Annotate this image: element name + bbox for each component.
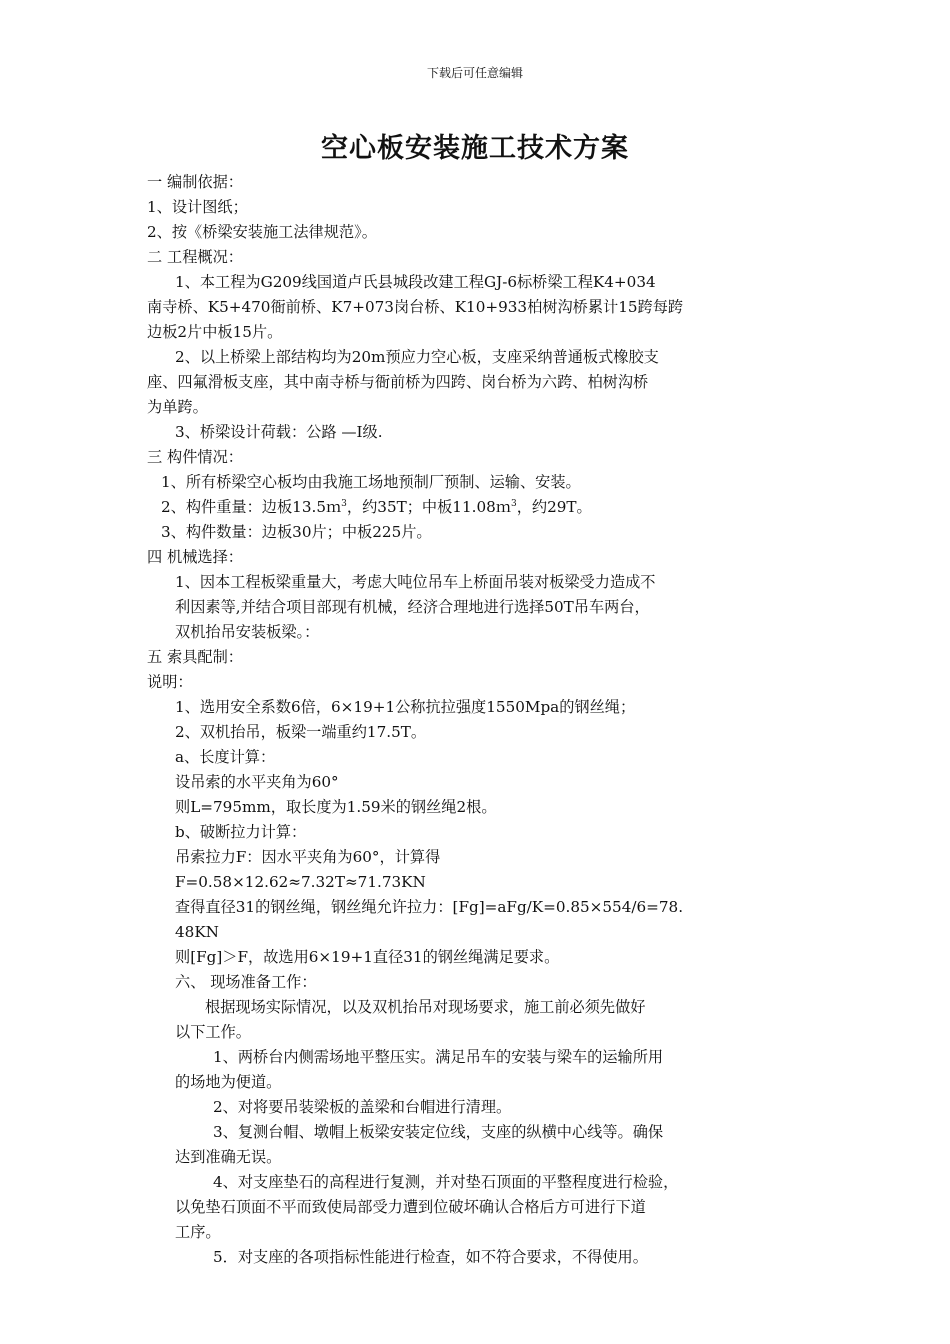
paragraph-line: 1、两桥台内侧需场地平整压实。满足吊车的安装与梁车的运输所用 — [213, 1048, 664, 1066]
paragraph-line: 设吊索的水平夹角为60° — [175, 773, 339, 791]
section-heading: 二 工程概况： — [147, 248, 243, 266]
paragraph-line: 2、以上桥梁上部结构均为20m预应力空心板，支座采纳普通板式橡胶支 — [175, 348, 659, 366]
paragraph-line: 达到准确无误。 — [175, 1148, 282, 1166]
paragraph-line: 5．对支座的各项指标性能进行检查，如不符合要求，不得使用。 — [213, 1248, 648, 1266]
section-heading: 三 构件情况： — [147, 448, 243, 466]
text-run: 2、构件重量：边板13.5ｍ — [161, 498, 342, 516]
paragraph-line: 2、按《桥梁安装施工法律规范》。 — [147, 223, 377, 241]
paragraph-line: b、破断拉力计算： — [175, 823, 307, 841]
section-heading: 六、 现场准备工作： — [175, 973, 317, 991]
paragraph-line: 利因素等,并结合项目部现有机械，经济合理地进行选择50T吊车两台， — [175, 598, 650, 616]
paragraph-line: 2、对将要吊装梁板的盖梁和台帽进行清理。 — [213, 1098, 512, 1116]
paragraph-line: 4、对支座垫石的高程进行复测，并对垫石顶面的平整程度进行检验， — [213, 1173, 679, 1191]
paragraph-line: 则L=795mm，取长度为1.59米的钢丝绳2根。 — [175, 798, 497, 816]
paragraph-line: 吊索拉力F：因水平夹角为60°，计算得 — [175, 848, 441, 866]
paragraph-line: 48KN — [175, 923, 219, 941]
paragraph-line: 双机抬吊安装板梁。： — [175, 623, 320, 641]
superscript: 3 — [341, 499, 347, 509]
paragraph-line: F=0.58×12.62≈7.32T≈71.73KN — [175, 873, 426, 891]
section-heading: 四 机械选择： — [147, 548, 243, 566]
paragraph-line: 边板2片中板15片。 — [147, 323, 283, 341]
paragraph-line: 以下工作。 — [175, 1023, 251, 1041]
paragraph-line: 3、复测台帽、墩帽上板梁安装定位线，支座的纵横中心线等。确保 — [213, 1123, 664, 1141]
page-header-note: 下载后可任意编辑 — [426, 66, 523, 80]
paragraph-line: 3、桥梁设计荷载：公路 —I级. — [175, 423, 383, 441]
document-body — [147, 170, 787, 1270]
section-heading: 一 编制依据： — [147, 173, 243, 191]
paragraph-line: 工序。 — [175, 1223, 221, 1241]
paragraph-line: 2、双机抬吊，板梁一端重约17.5T。 — [175, 723, 427, 741]
paragraph-line: 1、设计图纸； — [147, 198, 248, 216]
paragraph-line: 查得直径31的钢丝绳，钢丝绳允许拉力：[Fg]=aFg/K=0.85×554/6=78. — [175, 898, 684, 916]
paragraph-line: 的场地为便道。 — [175, 1073, 282, 1091]
paragraph-line: 1、因本工程板梁重量大，考虑大吨位吊车上桥面吊装对板梁受力造成不 — [175, 573, 656, 591]
paragraph-line: 为单跨。 — [147, 398, 208, 416]
paragraph-line: 座、四氟滑板支座，其中南寺桥与衙前桥为四跨、岗台桥为六跨、柏树沟桥 — [147, 373, 649, 391]
section-heading: 五 索具配制： — [147, 648, 243, 666]
document-title: 空心板安装施工技术方案 — [321, 133, 629, 164]
paragraph-line — [147, 495, 787, 520]
superscript: 3 — [510, 499, 517, 509]
paragraph-line: 根据现场实际情况，以及双机抬吊对现场要求，施工前必须先做好 — [205, 998, 646, 1016]
text-run: ，约35T；中板11.08ｍ — [346, 498, 511, 516]
paragraph-line: 1、所有桥梁空心板均由我施工场地预制厂预制、运输、安装。 — [161, 473, 581, 491]
paragraph-line: a、长度计算： — [175, 748, 276, 766]
paragraph-line: 以免垫石顶面不平而致使局部受力遭到位破坏确认合格后方可进行下道 — [175, 1198, 646, 1216]
paragraph-line: 1、选用安全系数6倍，6×19+1公称抗拉强度1550Mpa的钢丝绳； — [175, 698, 636, 716]
paragraph-line: 则[Fg]＞F，故选用6×19+1直径31的钢丝绳满足要求。 — [175, 948, 560, 966]
paragraph-line: 3、构件数量：边板30片；中板225片。 — [161, 523, 432, 541]
text-run: ，约29T。 — [516, 498, 592, 516]
paragraph-line: 南寺桥、K5+470衙前桥、K7+073岗台桥、K10+933柏树沟桥累计15跨每跨 — [147, 298, 684, 316]
paragraph-line: 1、本工程为G209线国道卢氏县城段改建工程GJ-6标桥梁工程K4+034 — [175, 273, 656, 291]
paragraph-line: 说明： — [147, 673, 193, 691]
